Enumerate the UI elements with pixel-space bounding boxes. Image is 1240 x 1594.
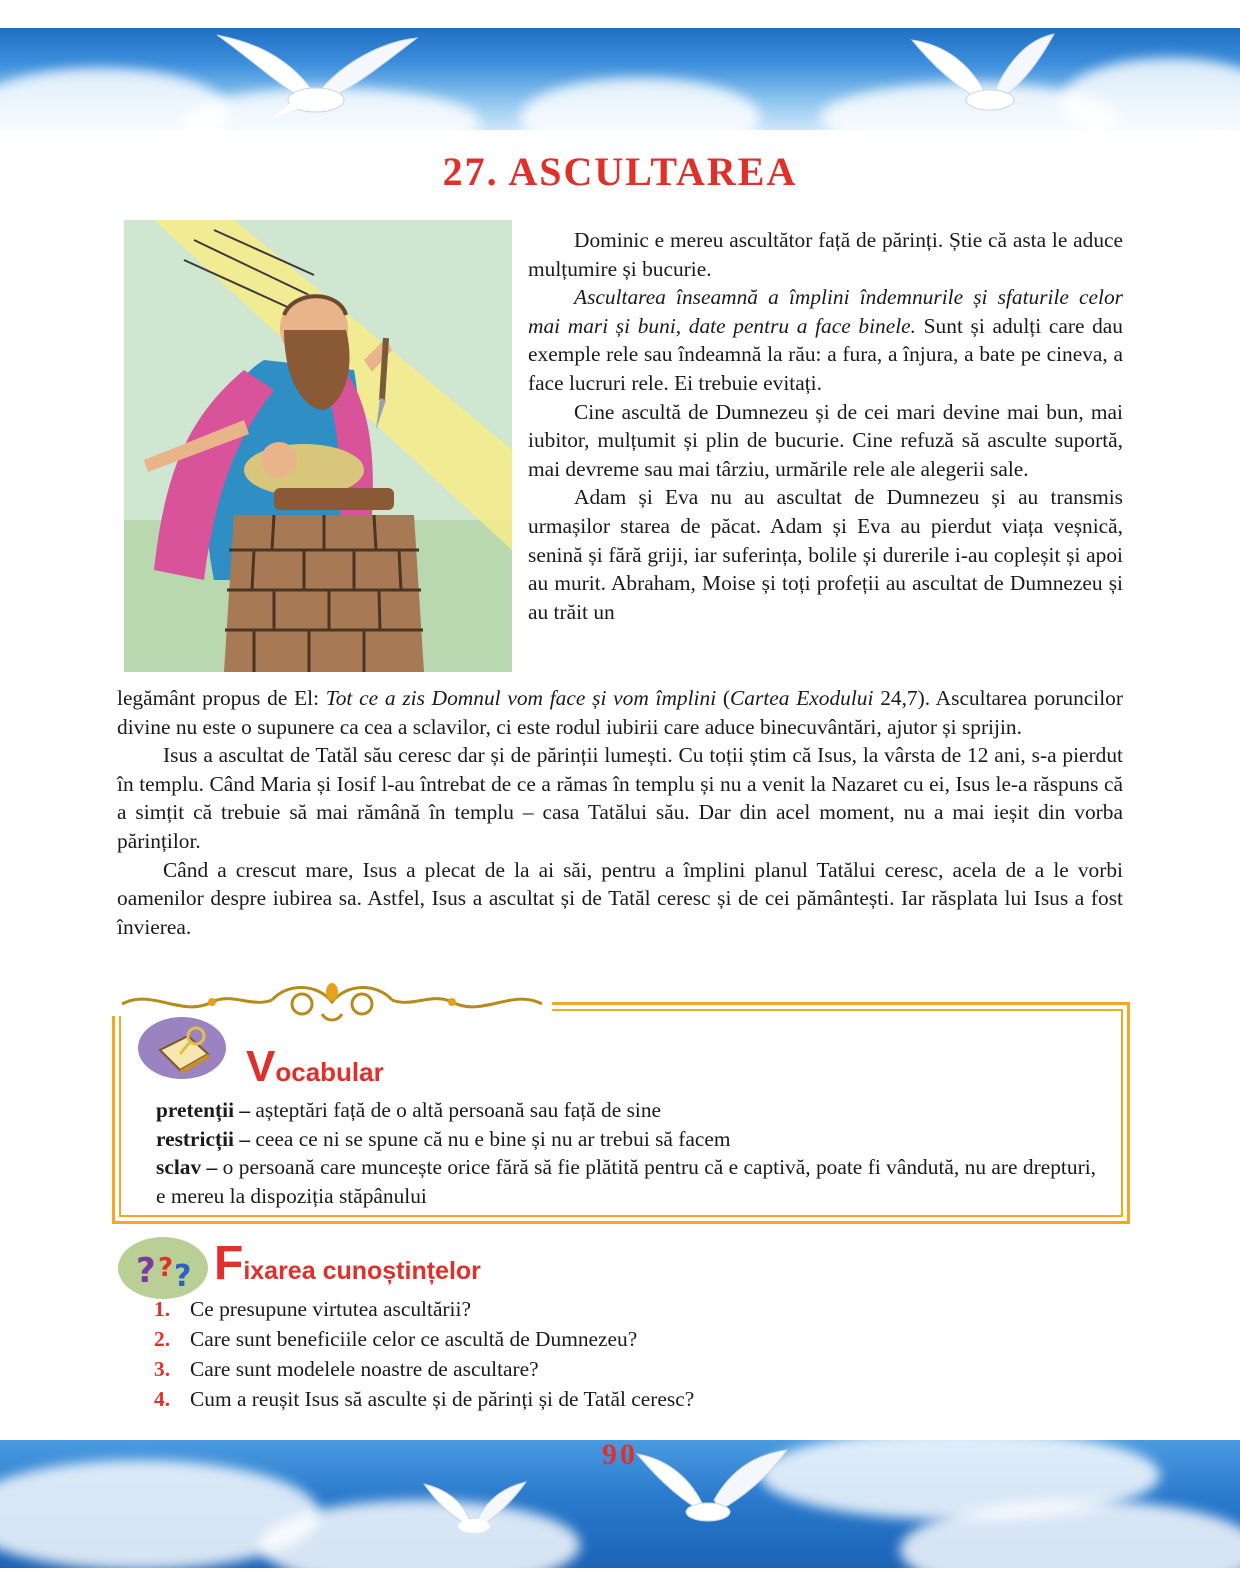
intro-text-column <box>528 226 1123 626</box>
main-text-body <box>117 684 1123 941</box>
svg-text:?: ? <box>158 1253 174 1283</box>
book-icon <box>136 1014 232 1080</box>
text-span: 24,7). Ascultarea poruncilor divine nu este o supunere ca cea a sclavilor, ci este rodul iubirii care aduce binecuvântări, ajutor și sprijin. <box>117 686 1123 739</box>
dove-icon <box>420 1478 530 1548</box>
vocabulary-term: restricții – <box>156 1126 251 1151</box>
paragraph: Adam și Eva nu au ascultat de Dumnezeu și au transmis urmașilor starea de păcat. Adam și Eva au pierdut viața veșnică, senină și fără griji, iar suferința, bolile și durerile i-au copleșit și apoi au murit. Abraham, Moise și toți profeții au ascultat de Dumnezeu și au trăit un <box>528 485 1123 624</box>
text-span: legământ propus de El: <box>117 686 326 710</box>
fixation-title <box>214 1236 481 1291</box>
question-item <box>154 1294 694 1324</box>
question-list <box>154 1294 694 1414</box>
question-text: Cum a reușit Isus să asculte și de părinți și de Tatăl ceresc? <box>190 1387 695 1411</box>
page-number: 90 <box>602 1438 638 1471</box>
question-item <box>154 1324 694 1354</box>
title-rest: ixarea cunoștințelor <box>243 1257 481 1285</box>
paragraph-rest: Sunt și adulți care dau exemple rele sau îndeamnă la rău: a fura, a înjura, a bate pe cineva, a face lucruri rele. Ei trebuie evitați. <box>528 313 1123 395</box>
svg-text:?: ? <box>136 1251 156 1291</box>
vocabulary-title <box>246 1042 384 1092</box>
abraham-isaac-illustration <box>124 220 512 672</box>
top-sky-banner <box>0 28 1240 130</box>
svg-text:?: ? <box>174 1259 192 1294</box>
exodus-quote: Tot ce a zis Domnul vom face și vom împlini <box>325 686 717 710</box>
vocabulary-list <box>156 1096 1096 1210</box>
paragraph: Cine ascultă de Dumnezeu și de cei mari devine mai bun, mai iubitor, mulțumit și plin de bucurie. Cine refuză să asculte suportă, mai devreme sau mai târziu, urmările rele ale alegerii sale. <box>528 399 1123 481</box>
text-span: ( <box>716 686 731 710</box>
vocabulary-term: pretenții – <box>156 1098 251 1122</box>
vocabulary-definition: așteptări față de o altă persoană sau față de sine <box>250 1098 662 1122</box>
question-number: 2. <box>154 1327 171 1351</box>
dove-icon <box>212 30 422 128</box>
title-initial: F <box>214 1237 244 1290</box>
vocabulary-entry <box>156 1096 1096 1125</box>
dove-icon <box>904 32 1074 128</box>
vocabulary-definition: ceea ce ni se spune că nu e bine și nu ar trebui să facem <box>250 1126 731 1151</box>
question-marks-icon <box>116 1236 210 1300</box>
paragraph <box>528 283 1123 397</box>
question-text: Care sunt beneficiile celor ce ascultă de Dumnezeu? <box>190 1327 638 1351</box>
paragraph: Dominic e mereu ascultător față de părinți. Știe că asta le aduce mulțumire și bucurie. <box>528 228 1123 281</box>
title-initial: V <box>246 1042 276 1091</box>
paragraph <box>117 684 1123 741</box>
paragraph: Isus a ascultat de Tatăl său ceresc dar și de părinții lumești. Cu toții știm că Isus, la vârsta de 12 ani, s-a pierdut în templu. Când Maria și Iosif l-au întrebat de ce a rămas în templu și nu a venit la Nazaret cu ei, Isus le-a răspuns că a simțit că trebuie să mai rămână în templu – casa Tatălui său. Dar din acel moment, nu a mai ieșit din vorba părinților. <box>117 743 1123 853</box>
question-item <box>154 1354 694 1384</box>
vocabulary-definition: o persoană care muncește orice fără să fie plătită pentru că e captivă, poate fi vândută, nu are drepturi, e mereu la dispoziția stăpânului <box>156 1155 1096 1208</box>
question-number: 4. <box>154 1387 171 1411</box>
question-text: Care sunt modelele noastre de ascultare? <box>190 1357 539 1381</box>
question-text: Ce presupune virtutea ascultării? <box>190 1297 471 1321</box>
paragraph: Când a crescut mare, Isus a plecat de la ai săi, pentru a împlini planul Tatălui ceresc, acela de a le vorbi oamenilor despre iubirea sa. Astfel, Isus a ascultat și de Tatăl ceresc și de cei pământești. Iar răsplata lui Isus a fost învierea. <box>117 857 1123 939</box>
question-number: 3. <box>154 1357 171 1381</box>
vocabulary-entry <box>156 1153 1096 1210</box>
definition-italic: Ascultarea înseamnă a împlini îndemnurile și sfaturile celor mai mari și buni, date pentru a face binele. <box>528 285 1123 338</box>
book-reference: Cartea Exodului <box>730 686 874 710</box>
question-item <box>154 1384 694 1414</box>
question-number: 1. <box>154 1297 171 1321</box>
title-rest: ocabular <box>275 1057 384 1087</box>
vocabulary-entry <box>156 1125 1096 1154</box>
vocabulary-term: sclav – <box>156 1155 218 1180</box>
page-title: 27. ASCULTAREA <box>442 149 798 194</box>
